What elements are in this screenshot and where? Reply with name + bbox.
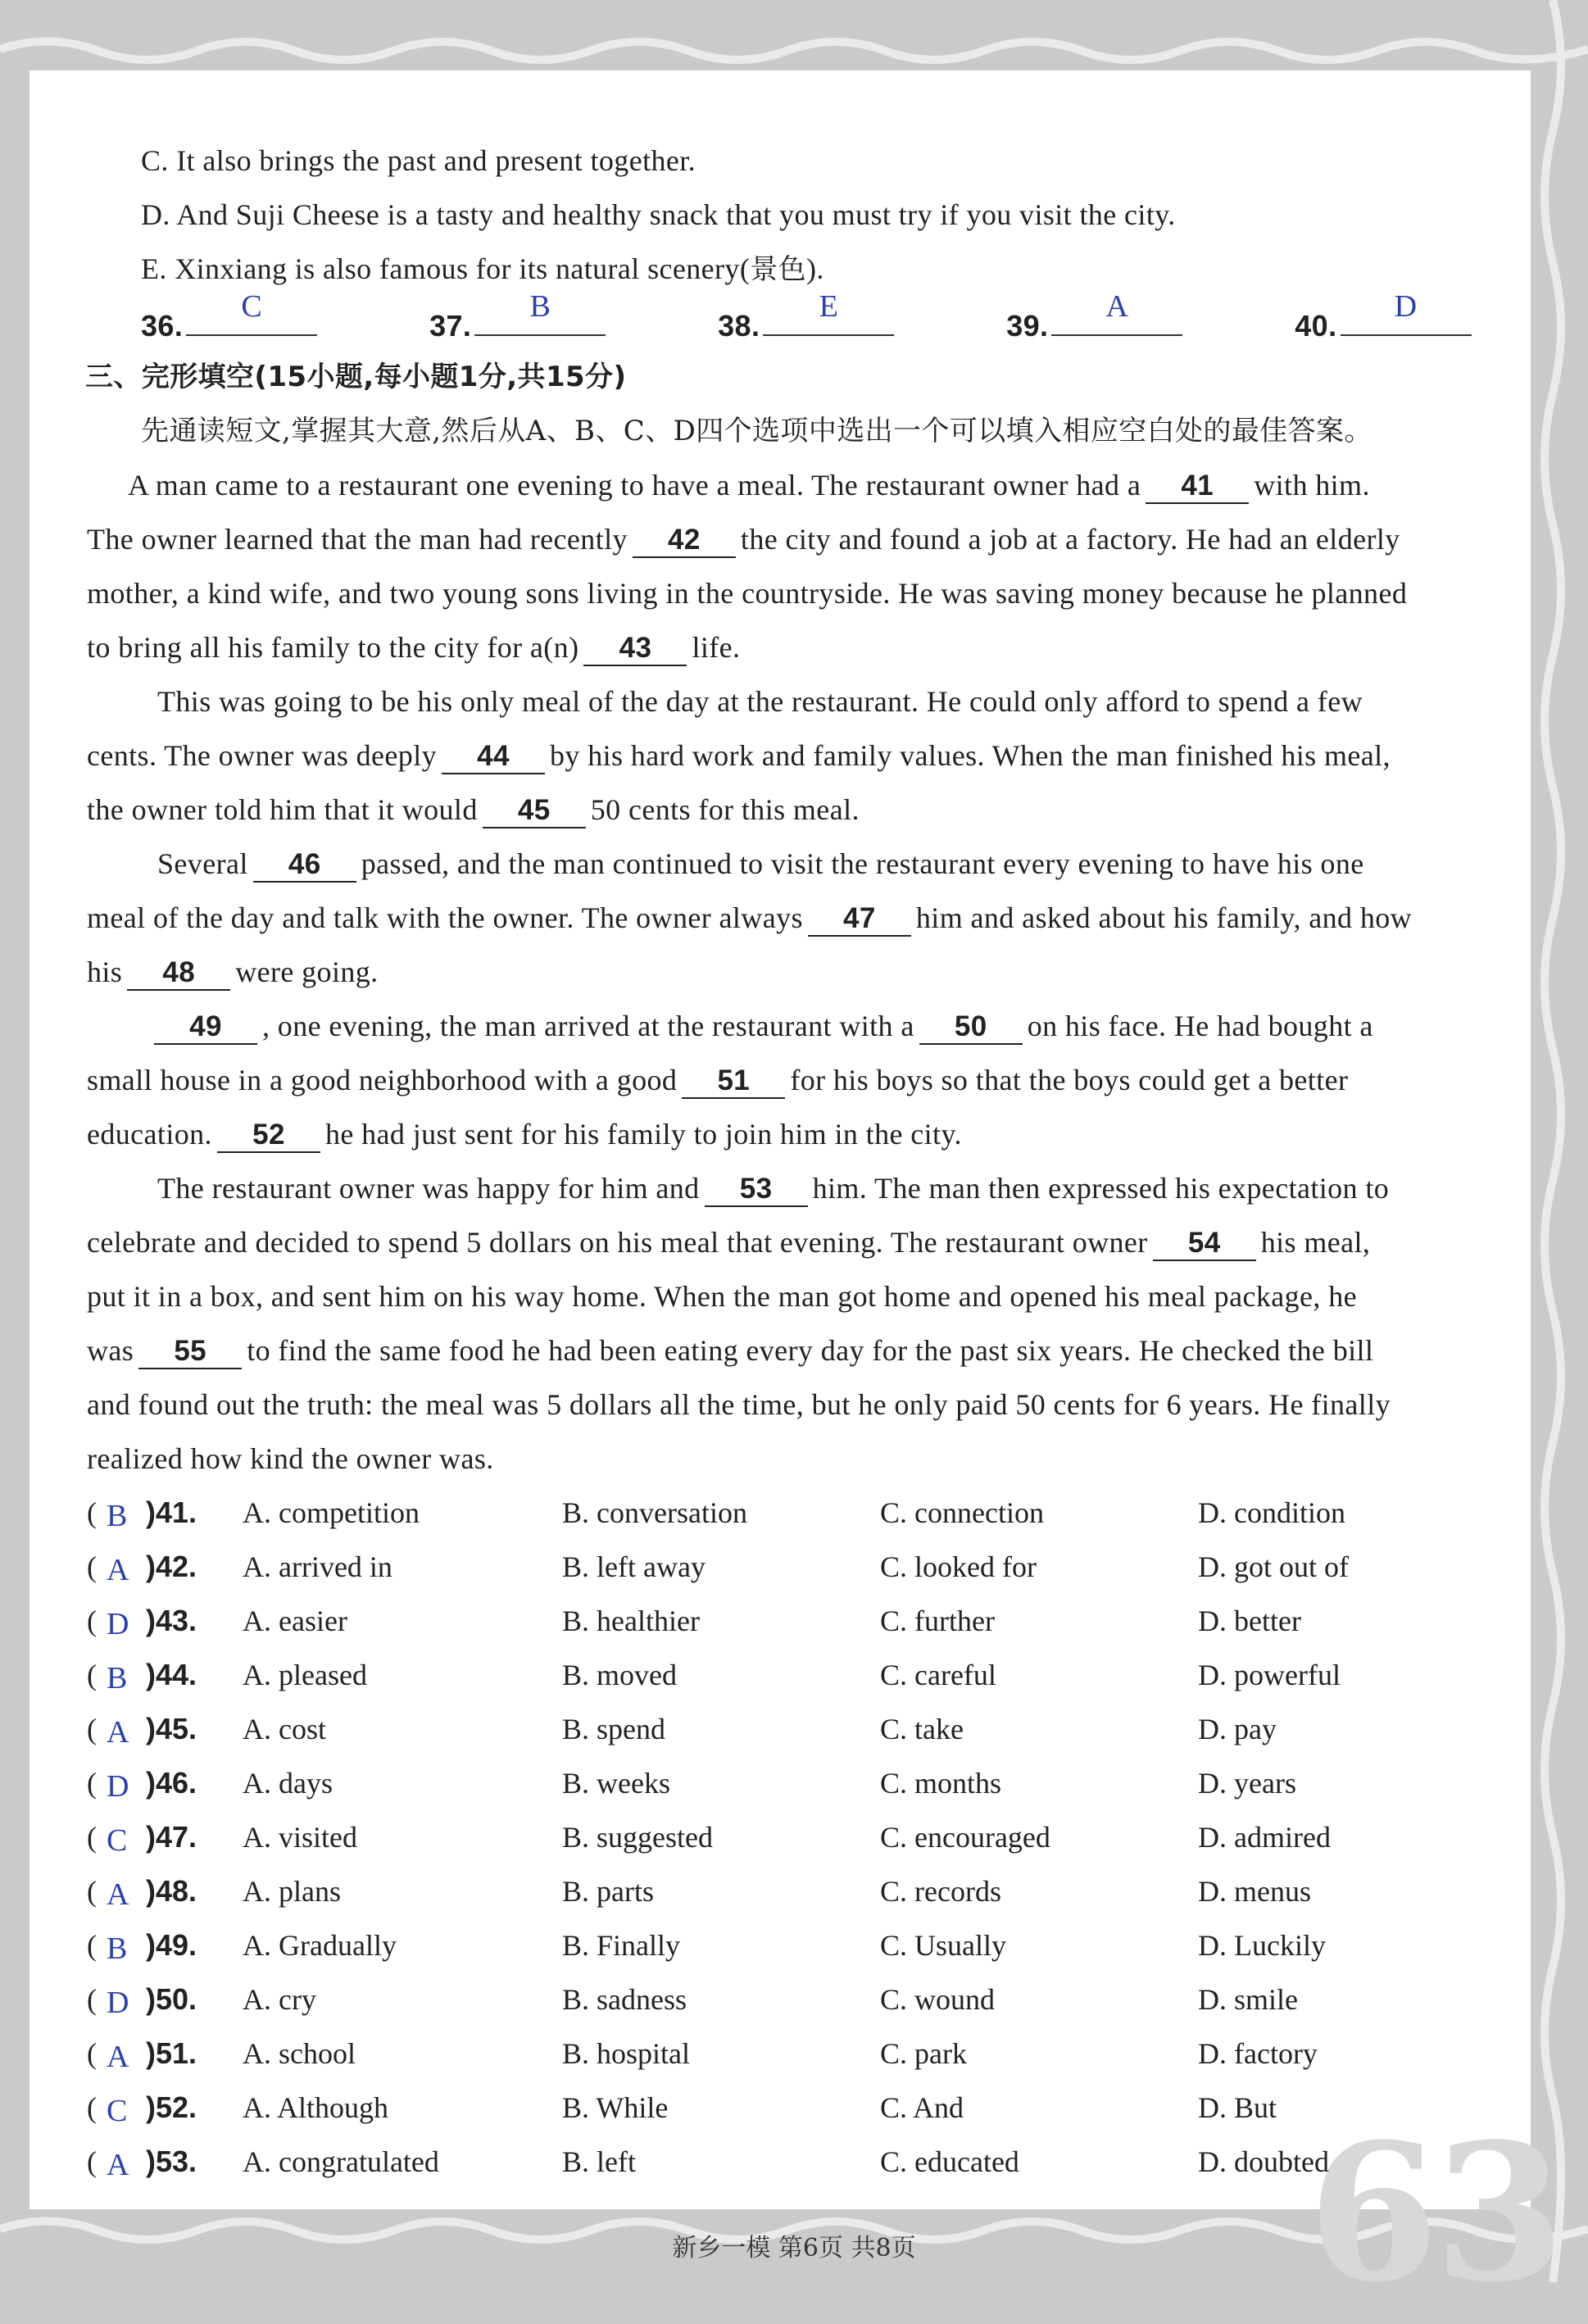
option-d: D. pay — [1198, 1713, 1277, 1745]
cloze-blank-43 — [583, 631, 687, 666]
option-c: C. months — [880, 1767, 1002, 1800]
option-b: B. Finally — [562, 1929, 681, 1962]
answer-38-number: 38. — [718, 309, 760, 343]
answer-37-value: B — [529, 289, 551, 324]
option-c: C. take — [880, 1713, 964, 1745]
question-answer: A — [107, 2148, 129, 2182]
question-row — [87, 1763, 1521, 1803]
passage-text: was — [87, 1334, 134, 1367]
passage-text: on his face. He had bought a — [1027, 1010, 1373, 1042]
cloze-blank-42 — [633, 523, 736, 558]
option-d: D. Luckily — [1198, 1929, 1326, 1962]
question-answer: D — [107, 1607, 129, 1641]
passage-text: by his hard work and family values. When the man finished his meal, — [550, 739, 1391, 772]
question-row — [87, 2142, 1521, 2181]
passage-line — [87, 520, 1400, 559]
option-b: B. left away — [562, 1550, 706, 1583]
answer-38-value: E — [819, 289, 839, 324]
passage-text: , one evening, the man arrived at the restaurant with a — [262, 1010, 914, 1042]
answer-36-number: 36. — [141, 309, 184, 343]
question-number: )51. — [146, 2036, 197, 2070]
question-answer: D — [107, 1769, 129, 1804]
cloze-blank-48 — [127, 955, 230, 991]
passage-text: he had just sent for his family to join him in the city. — [324, 1118, 962, 1151]
section-instruction: 先通读短文,掌握其大意,然后从A、B、C、D四个选项中选出一个可以填入相应空白处的最佳答案。 — [141, 415, 1372, 447]
passage-line — [87, 1114, 962, 1154]
option-a: A. pleased — [243, 1659, 367, 1691]
option-c: C. wound — [880, 1983, 996, 2016]
passage-line — [87, 736, 1391, 775]
passage-text: 50 cents for this meal. — [590, 793, 860, 826]
blank-number: 43 — [619, 632, 652, 664]
question-number: )48. — [146, 1874, 197, 1908]
option-c: C. park — [880, 2037, 967, 2070]
passage-line — [87, 898, 1412, 937]
question-answer: C — [107, 2094, 128, 2128]
option-b: B. suggested — [562, 1821, 713, 1854]
passage-text: meal of the day and talk with the owner. The owner always — [87, 901, 803, 934]
cloze-blank-51 — [682, 1064, 785, 1099]
answer-36-blank — [186, 289, 317, 336]
option-c: C. careful — [880, 1659, 996, 1691]
option-d: D. years — [1198, 1767, 1296, 1800]
answer-37-blank — [474, 289, 606, 336]
option-d: D. menus — [1198, 1875, 1311, 1908]
blank-number: 54 — [1187, 1227, 1221, 1259]
passage-line: This was going to be his only meal of the day at the restaurant. He could only afford to spend a few — [157, 685, 1363, 718]
passage-line — [87, 628, 740, 667]
question-row — [87, 1655, 1521, 1695]
option-a: A. arrived in — [243, 1550, 392, 1583]
option-c: C. connection — [880, 1496, 1044, 1529]
option-d: D. better — [1198, 1605, 1301, 1637]
option-c: C. records — [880, 1875, 1001, 1908]
cloze-blank-50 — [919, 1010, 1023, 1045]
option-d: D. admired — [1198, 1821, 1331, 1854]
question-number: )41. — [146, 1496, 197, 1529]
answer-paren: ( A — [87, 2034, 97, 2073]
passage-line — [128, 465, 1370, 505]
option-c: C. And — [880, 2091, 964, 2124]
passage-text: Several — [157, 847, 248, 880]
question-answer: A — [107, 1877, 129, 1912]
blank-number: 41 — [1181, 470, 1214, 502]
passage-text: to find the same food he had been eating every day for the past six years. He checked the bill — [247, 1334, 1374, 1367]
cloze-blank-54 — [1153, 1226, 1256, 1261]
passage-text: The restaurant owner was happy for him and — [157, 1172, 700, 1205]
passage-text: were going. — [235, 955, 379, 988]
passage-text: him and asked about his family, and how — [915, 901, 1413, 934]
answer-paren: ( B — [87, 1926, 97, 1965]
blank-number: 45 — [517, 794, 551, 826]
question-number: )52. — [146, 2090, 197, 2124]
document-page — [29, 70, 1561, 2324]
option-e-zh: 景色 — [750, 253, 807, 286]
blank-number: 55 — [174, 1335, 207, 1367]
option-a: A. cost — [243, 1713, 326, 1745]
option-c: C. further — [880, 1605, 995, 1637]
passage-line: put it in a box, and sent him on his way home. When the man got home and opened his meal package, he — [87, 1280, 1357, 1313]
cloze-blank-55 — [138, 1334, 242, 1369]
question-row — [87, 1601, 1521, 1641]
passage-text: education. — [87, 1118, 212, 1151]
question-number: )53. — [146, 2145, 197, 2178]
answer-paren: ( A — [87, 1547, 97, 1586]
answer-40-blank — [1341, 289, 1472, 336]
cloze-blank-45 — [483, 793, 586, 828]
option-d: D. doubted — [1198, 2145, 1329, 2178]
passage-line: and found out the truth: the meal was 5 dollars all the time, but he only paid 50 cents for 6 years. He finally — [87, 1388, 1391, 1421]
answer-paren: ( B — [87, 1493, 97, 1532]
cloze-blank-52 — [217, 1118, 320, 1153]
answer-paren: ( D — [87, 1601, 97, 1641]
passage-text: the owner told him that it would — [87, 793, 478, 826]
option-d: D. got out of — [1198, 1550, 1349, 1583]
passage-text: his meal, — [1260, 1226, 1371, 1259]
option-b: B. While — [562, 2091, 669, 2124]
option-b: B. left — [562, 2145, 636, 2178]
option-c: C. Usually — [880, 1929, 1007, 1962]
passage-line — [87, 790, 860, 829]
question-row — [87, 1547, 1521, 1586]
option-a: A. plans — [243, 1875, 341, 1908]
option-line-e — [141, 249, 824, 289]
option-e-suffix: ). — [806, 252, 824, 285]
question-row — [87, 1872, 1521, 1911]
cloze-blank-46 — [253, 847, 356, 883]
blank-number: 52 — [252, 1119, 285, 1151]
option-a: A. competition — [243, 1496, 420, 1529]
passage-line: realized how kind the owner was. — [87, 1442, 494, 1475]
cloze-blank-44 — [442, 739, 545, 774]
page-stamp-number: 63 — [1308, 2103, 1561, 2324]
option-b: B. hospital — [562, 2037, 691, 2070]
question-number: )42. — [146, 1550, 197, 1583]
passage-line — [87, 1060, 1348, 1100]
answer-38-blank — [763, 289, 894, 336]
option-b: B. weeks — [562, 1767, 670, 1800]
option-a: A. congratulated — [243, 2145, 439, 2178]
question-answer: B — [107, 1661, 128, 1695]
question-row — [87, 1493, 1521, 1532]
blank-number: 51 — [717, 1064, 751, 1096]
passage-text: passed, and the man continued to visit the restaurant every evening to have his one — [361, 847, 1364, 880]
answer-40-number: 40. — [1295, 309, 1337, 343]
option-line-c: C. It also brings the past and present together. — [141, 144, 696, 177]
passage-line — [149, 1006, 1373, 1046]
blank-number: 48 — [162, 956, 196, 988]
passage-text: The owner learned that the man had recently — [87, 523, 628, 556]
passage-line — [87, 1331, 1373, 1370]
blank-number: 44 — [477, 740, 510, 772]
option-a: A. easier — [243, 1605, 347, 1637]
option-d: D. smile — [1198, 1983, 1298, 2016]
passage-text: cents. The owner was deeply — [87, 739, 437, 772]
passage-line — [157, 844, 1364, 883]
question-number: )49. — [146, 1928, 197, 1962]
option-b: B. conversation — [562, 1496, 747, 1529]
passage-text: A man came to a restaurant one evening to have a meal. The restaurant owner had a — [128, 469, 1141, 502]
option-c: C. looked for — [880, 1550, 1037, 1583]
question-answer: D — [107, 1986, 129, 2020]
option-a: A. Gradually — [243, 1929, 397, 1962]
answer-36-value: C — [241, 289, 263, 324]
answer-40-value: D — [1394, 289, 1418, 324]
option-d: D. powerful — [1198, 1659, 1341, 1691]
passage-text: the city and found a job at a factory. He had an elderly — [740, 523, 1400, 556]
passage-text: small house in a good neighborhood with a good — [87, 1064, 678, 1096]
answer-paren: ( A — [87, 2142, 97, 2181]
passage-text: him. The man then expressed his expectation to — [812, 1172, 1390, 1205]
passage-text: with him. — [1254, 469, 1370, 502]
cloze-blank-49 — [154, 1010, 257, 1045]
option-b: B. spend — [562, 1713, 665, 1745]
option-b: B. moved — [562, 1659, 677, 1691]
answer-row-36-40 — [141, 289, 1472, 346]
question-answer: A — [107, 1715, 129, 1750]
question-row — [87, 1980, 1521, 2019]
question-number: )46. — [146, 1766, 197, 1800]
cloze-blank-47 — [808, 901, 911, 937]
answer-39-blank — [1051, 289, 1182, 336]
blank-number: 47 — [843, 902, 876, 934]
question-number: )50. — [146, 1982, 197, 2016]
option-e-prefix: E. Xinxiang is also famous for its natural scenery( — [141, 252, 751, 285]
question-answer: B — [107, 1931, 128, 1966]
question-number: )43. — [146, 1604, 197, 1637]
page-footer: 新乡一模 第6页 共8页 — [672, 2234, 916, 2263]
question-answer: A — [107, 1553, 129, 1587]
section-heading: 三、完形填空(15小题,每小题1分,共15分) — [85, 361, 627, 393]
option-a: A. days — [243, 1767, 333, 1800]
answer-paren: ( B — [87, 1655, 97, 1695]
option-a: A. school — [243, 2037, 356, 2070]
answer-paren: ( D — [87, 1763, 97, 1803]
option-a: A. visited — [243, 1821, 357, 1854]
question-number: )45. — [146, 1712, 197, 1745]
answer-paren: ( A — [87, 1709, 97, 1749]
question-row — [87, 2034, 1521, 2073]
option-d: D. But — [1198, 2091, 1277, 2124]
question-answer: C — [107, 1823, 128, 1858]
passage-text: celebrate and decided to spend 5 dollars on his meal that evening. The restaurant owner — [87, 1226, 1148, 1259]
passage-line — [87, 952, 379, 992]
question-number: )44. — [146, 1658, 197, 1691]
blank-number: 49 — [189, 1010, 222, 1042]
cloze-blank-53 — [705, 1172, 808, 1207]
blank-number: 53 — [739, 1173, 773, 1205]
blank-number: 42 — [668, 524, 701, 556]
question-answer: A — [107, 2040, 129, 2074]
option-a: A. cry — [243, 1983, 316, 2016]
question-row — [87, 1926, 1521, 1965]
answer-paren: ( C — [87, 2088, 97, 2127]
option-a: A. Although — [243, 2091, 389, 2124]
passage-text: life. — [692, 631, 741, 664]
passage-line: mother, a kind wife, and two young sons living in the countryside. He was saving money because he planned — [87, 577, 1408, 610]
passage-text: for his boys so that the boys could get a better — [790, 1064, 1349, 1096]
option-c: C. encouraged — [880, 1821, 1050, 1854]
question-row — [87, 2088, 1521, 2127]
cloze-blank-41 — [1146, 469, 1249, 504]
passage-text: his — [87, 955, 123, 988]
answer-37-number: 37. — [429, 309, 472, 343]
answer-39-value: A — [1105, 289, 1129, 324]
option-c: C. educated — [880, 2145, 1019, 2178]
question-number: )47. — [146, 1820, 197, 1854]
option-b: B. healthier — [562, 1605, 700, 1637]
passage-line — [87, 1223, 1370, 1262]
answer-paren: ( C — [87, 1818, 97, 1857]
blank-number: 46 — [288, 848, 321, 880]
passage-line — [157, 1169, 1389, 1208]
option-d: D. condition — [1198, 1496, 1345, 1529]
option-line-d: D. And Suji Cheese is a tasty and healthy snack that you must try if you visit the city. — [141, 198, 1176, 231]
answer-paren: ( D — [87, 1980, 97, 2019]
answer-39-number: 39. — [1006, 309, 1049, 343]
question-answer: B — [107, 1499, 128, 1533]
question-row — [87, 1818, 1521, 1857]
question-row — [87, 1709, 1521, 1749]
option-d: D. factory — [1198, 2037, 1318, 2070]
answer-paren: ( A — [87, 1872, 97, 1911]
option-b: B. sadness — [562, 1983, 687, 2016]
option-b: B. parts — [562, 1875, 654, 1908]
blank-number: 50 — [954, 1010, 987, 1042]
passage-text: to bring all his family to the city for a(n) — [87, 631, 579, 664]
